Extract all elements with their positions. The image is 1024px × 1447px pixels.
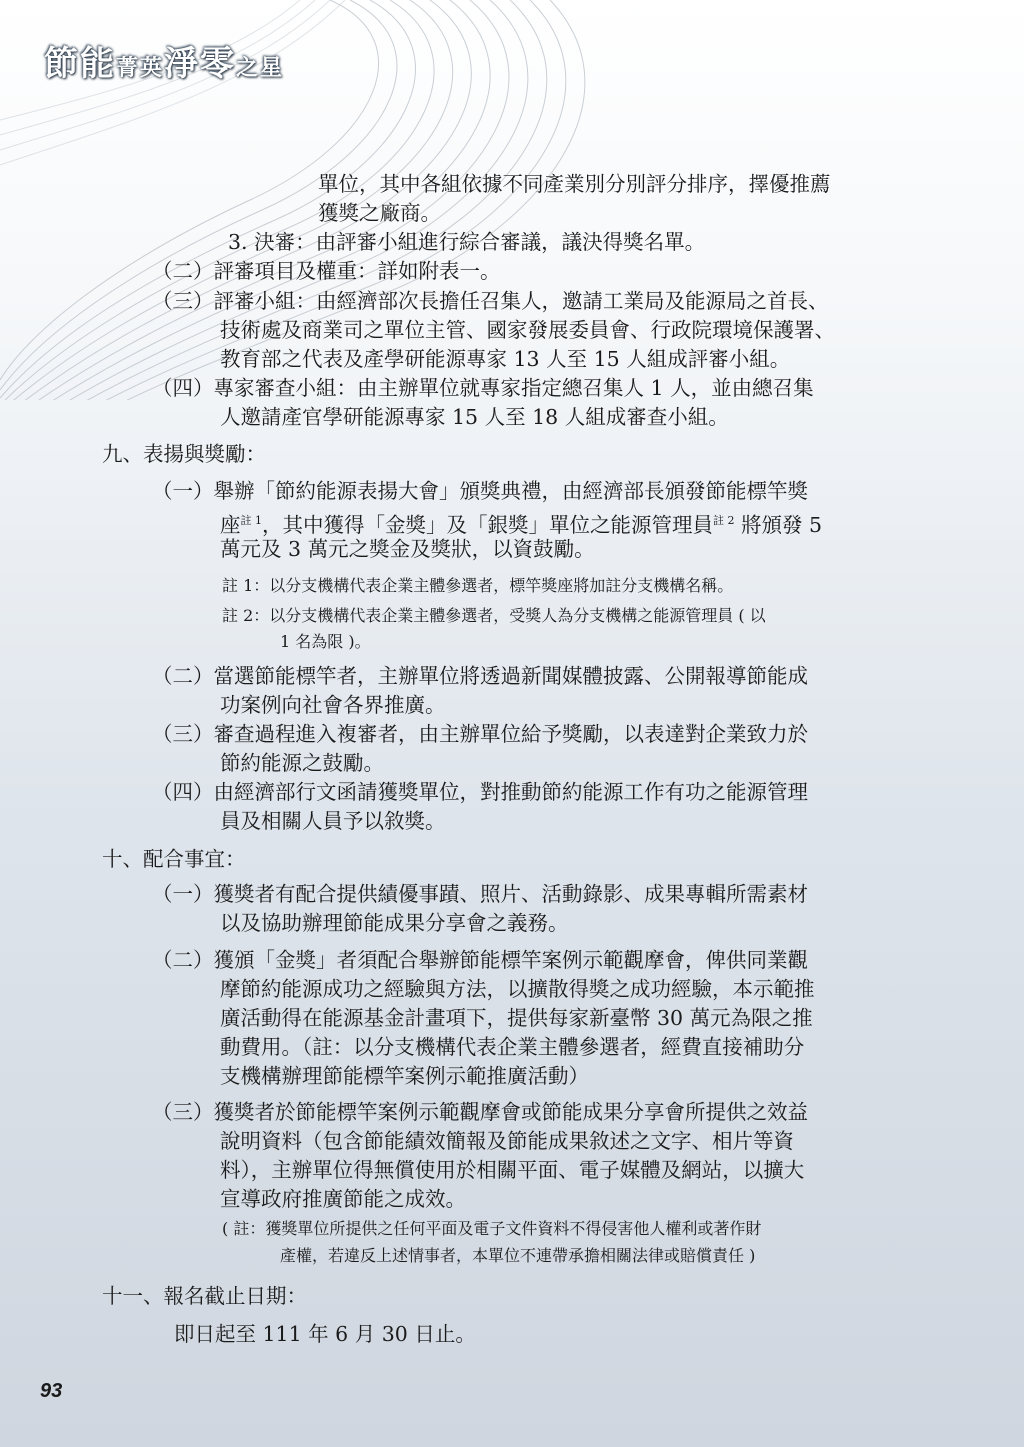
brand-main-2: 淨零 xyxy=(164,44,237,84)
text-line: 說明資料（包含節能績效簡報及節能成果敘述之文字、相片等資 xyxy=(220,1129,794,1153)
section-item: （四）由經濟部行文函請獲獎單位，對推動節約能源工作有功之能源管理 xyxy=(152,780,808,804)
footnote-ref: 註 1 xyxy=(240,514,262,527)
footnote: ( 註：獲獎單位所提供之任何平面及電子文件資料不得侵害他人權利或著作財 xyxy=(222,1219,762,1238)
page-number: 93 xyxy=(40,1380,63,1402)
section-item: （三）獲獎者於節能標竿案例示範觀摩會或節能成果分享會所提供之效益 xyxy=(152,1100,808,1124)
section-heading: 十、配合事宜： xyxy=(102,847,246,871)
text-span: ，其中獲得「金獎」及「銀獎」單位之能源管理員 xyxy=(262,513,713,537)
text-line: 支機構辦理節能標竿案例示範推廣活動） xyxy=(220,1064,589,1088)
section-item: （三）評審小組：由經濟部次長擔任召集人，邀請工業局及能源局之首長、 xyxy=(152,289,829,313)
text-line: 宣導政府推廣節能之成效。 xyxy=(220,1187,466,1211)
text-line: 萬元及 3 萬元之獎金及獎狀，以資鼓勵。 xyxy=(220,537,595,561)
text-line: 即日起至 111 年 6 月 30 日止。 xyxy=(174,1322,476,1346)
section-item: （一）獲獎者有配合提供績優事蹟、照片、活動錄影、成果專輯所需素材 xyxy=(152,882,808,906)
brand-small-2: 之星 xyxy=(236,55,285,81)
text-line: 人邀請產官學研能源專家 15 人至 18 人組成審查小組。 xyxy=(220,405,729,429)
footnote: 產權，若違反上述情事者，本單位不連帶承擔相關法律或賠償責任 ) xyxy=(280,1246,756,1265)
footnote: 註 2：以分支機構代表企業主體參選者，受獎人為分支機構之能源管理員 ( 以 xyxy=(222,606,766,625)
brand-logo xyxy=(44,36,284,85)
text-line: 功案例向社會各界推廣。 xyxy=(220,693,446,717)
text-line: 摩節約能源成功之經驗與方法，以擴散得獎之成功經驗，本示範推 xyxy=(220,977,815,1001)
footnote: 註 1：以分支機構代表企業主體參選者，標竿獎座將加註分支機構名稱。 xyxy=(222,576,734,595)
section-item: （四）專家審查小組：由主辦單位就專家指定總召集人 1 人，並由總召集 xyxy=(152,376,814,400)
section-item: （二）獲頒「金獎」者須配合舉辦節能標竿案例示範觀摩會，俾供同業觀 xyxy=(152,948,808,972)
text-span: 將頒發 5 xyxy=(734,513,823,537)
text-line: 技術處及商業司之單位主管、國家發展委員會、行政院環境保護署、 xyxy=(220,318,835,342)
text-span: 座 xyxy=(220,513,241,537)
text-line: 獲獎之廠商。 xyxy=(318,201,441,225)
section-item: （二）評審項目及權重：詳如附表一。 xyxy=(152,259,501,283)
footnote-ref: 註 2 xyxy=(713,514,735,527)
text-line: 員及相關人員予以敘獎。 xyxy=(220,809,446,833)
brand-small-1: 菁英 xyxy=(116,55,165,81)
text-line: 教育部之代表及產學研能源專家 13 人至 15 人組成評審小組。 xyxy=(220,347,791,371)
text-line: 節約能源之鼓勵。 xyxy=(220,751,384,775)
text-line: 料），主辦單位得無償使用於相關平面、電子媒體及網站，以擴大 xyxy=(220,1158,805,1182)
text-line: 單位，其中各組依據不同產業別分別評分排序，擇優推薦 xyxy=(318,172,831,196)
section-item: （二）當選節能標竿者，主辦單位將透過新聞媒體披露、公開報導節能成 xyxy=(152,664,808,688)
text-line: 3. 決審：由評審小組進行綜合審議，議決得獎名單。 xyxy=(228,230,706,254)
brand-main-1: 節能 xyxy=(44,44,116,84)
footnote: 1 名為限 )。 xyxy=(280,632,371,651)
text-line: 廣活動得在能源基金計畫項下，提供每家新臺幣 30 萬元為限之推 xyxy=(220,1006,813,1030)
text-line: 以及協助辦理節能成果分享會之義務。 xyxy=(220,911,569,935)
section-heading: 十一、報名截止日期： xyxy=(102,1284,307,1308)
section-heading: 九、表揚與獎勵： xyxy=(102,442,266,466)
section-item: （三）審查過程進入複審者，由主辦單位給予獎勵，以表達對企業致力於 xyxy=(152,722,808,746)
text-line: 動費用。（註：以分支機構代表企業主體參選者，經費直接補助分 xyxy=(220,1035,805,1059)
section-item: （一）舉辦「節約能源表揚大會」頒獎典禮，由經濟部長頒發節能標竿獎 xyxy=(152,479,808,503)
